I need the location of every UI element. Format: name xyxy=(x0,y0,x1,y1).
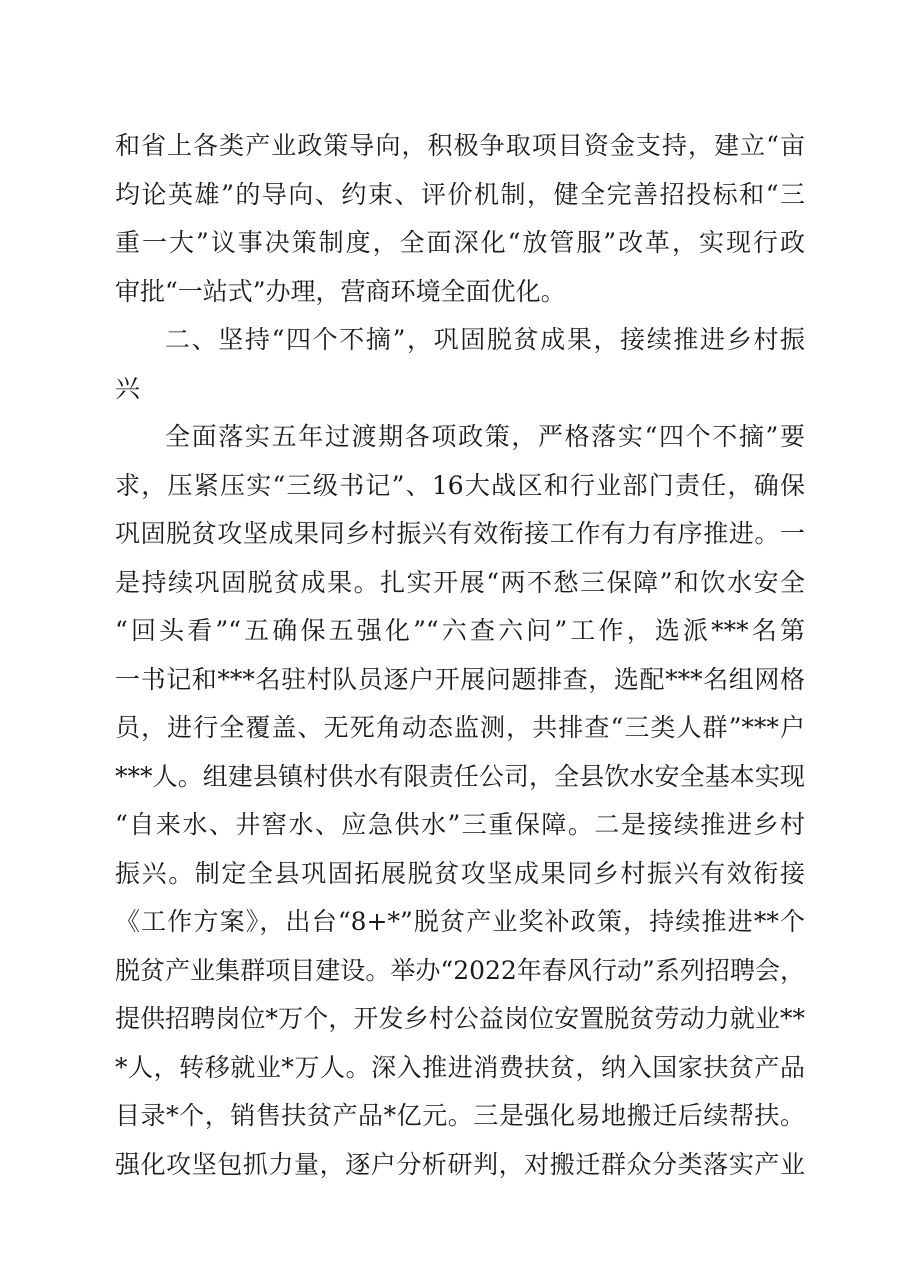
text-line: 求，压紧压实“三级书记”、16大战区和行业部门责任，确保 xyxy=(115,470,805,500)
document-body xyxy=(115,122,805,1189)
text-line: 是持续巩固脱贫成果。扎实开展“两不愁三保障”和饮水安全 xyxy=(115,567,805,597)
text-line: 和省上各类产业政策导向，积极争取项目资金支持，建立“亩 xyxy=(115,131,805,160)
text-line: 振兴。制定全县巩固拓展脱贫攻坚成果同乡村振兴有效衔接 xyxy=(115,858,805,888)
text-line: *人，转移就业*万人。深入推进消费扶贫，纳入国家扶贫产品 xyxy=(115,1052,805,1082)
text-line: 重一大”议事决策制度，全面深化“放管服”改革，实现行政 xyxy=(115,228,805,257)
text-line: ***人。组建县镇村供水有限责任公司，全县饮水安全基本实现 xyxy=(115,761,805,791)
text-line: 一书记和***名驻村队员逐户开展问题排查，选配***名组网格 xyxy=(115,664,805,694)
text-line: 巩固脱贫攻坚成果同乡村振兴有效衔接工作有力有序推进。一 xyxy=(115,519,805,548)
text-line: “回头看”“五确保五强化”“六查六问”工作，选派***名第 xyxy=(115,616,805,645)
text-line: “自来水、井窖水、应急供水”三重保障。二是接续推进乡村 xyxy=(115,810,805,839)
text-line: 员，进行全覆盖、无死角动态监测，共排查“三类人群”***户 xyxy=(115,713,805,742)
text-line: 提供招聘岗位*万个，开发乡村公益岗位安置脱贫劳动力就业** xyxy=(115,1004,805,1033)
text-line: 《工作方案》，出台“8+*”脱贫产业奖补政策，持续推进**个 xyxy=(115,907,805,936)
text-line: 二、坚持“四个不摘”，巩固脱贫成果，接续推进乡村振 xyxy=(165,325,805,354)
text-line: 脱贫产业集群项目建设。举办“2022年春风行动”系列招聘会， xyxy=(115,955,805,985)
text-line: 兴 xyxy=(115,373,141,403)
text-line: 均论英雄”的导向、约束、评价机制，健全完善招投标和“三 xyxy=(115,179,805,209)
text-line: 目录*个，销售扶贫产品*亿元。三是强化易地搬迁后续帮扶。 xyxy=(115,1101,805,1130)
text-line: 强化攻坚包抓力量，逐户分析研判，对搬迁群众分类落实产业 xyxy=(115,1149,805,1179)
text-line: 审批“一站式”办理，营商环境全面优化。 xyxy=(115,276,566,306)
text-line: 全面落实五年过渡期各项政策，严格落实“四个不摘”要 xyxy=(165,422,805,451)
